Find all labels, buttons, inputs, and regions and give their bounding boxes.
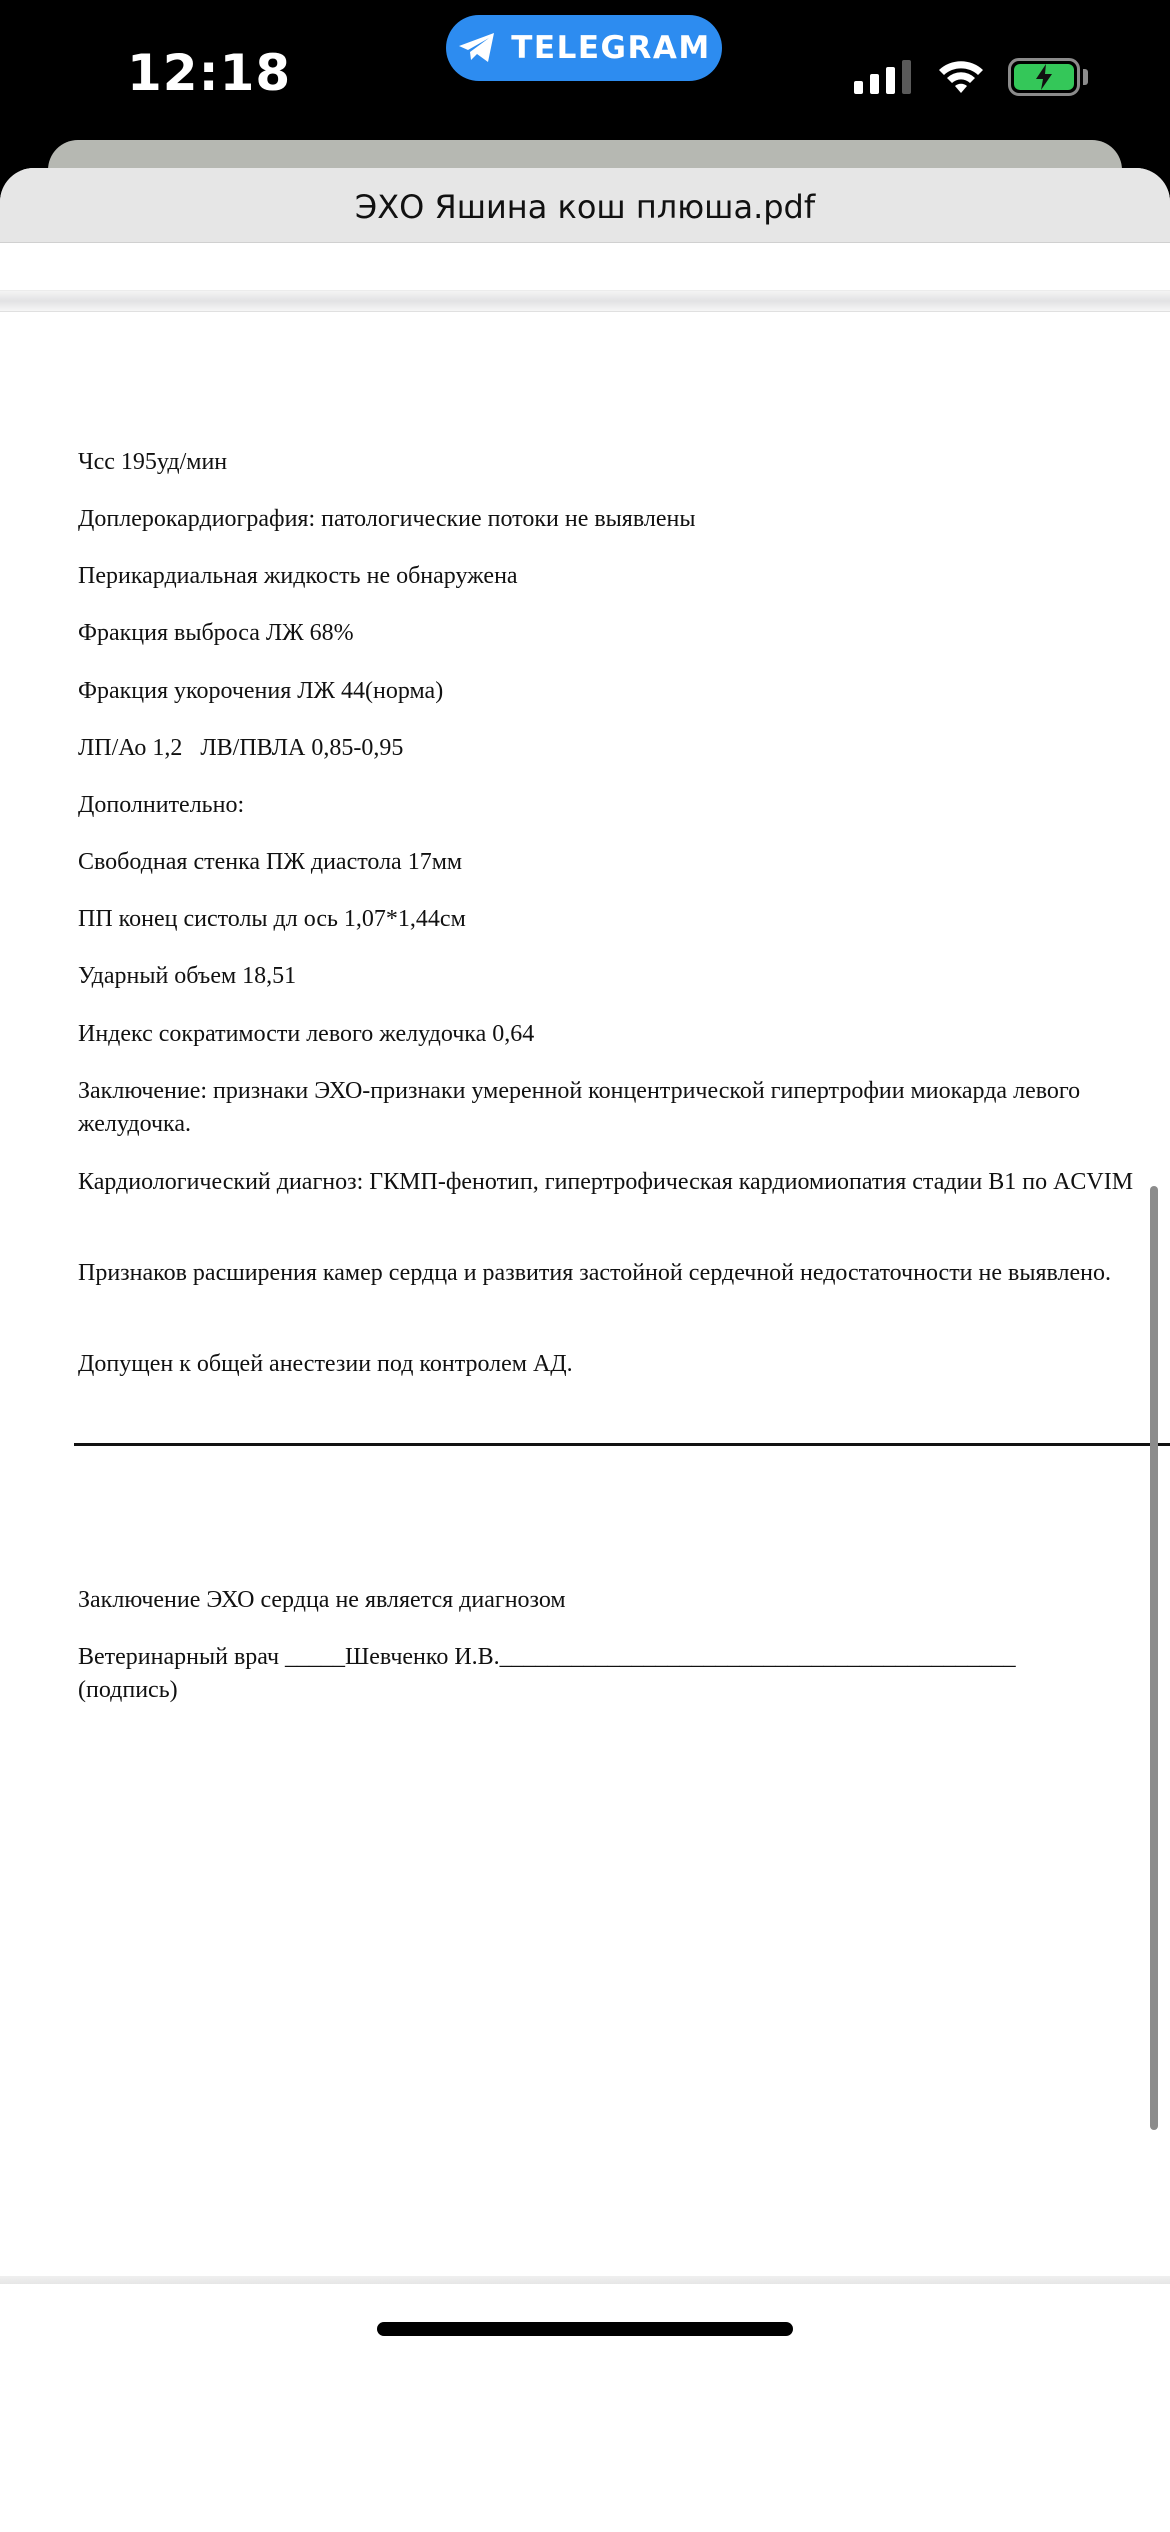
telegram-icon [457,31,497,65]
document-line: ПП конец систолы дл ось 1,07*1,44см [78,906,466,932]
battery-icon [1008,58,1080,96]
document-line: ЛП/Ао 1,2 ЛВ/ПВЛА 0,85-0,95 [78,735,404,761]
viewer-header [0,168,1170,243]
scrollbar[interactable] [1150,1186,1158,2130]
status-bar [0,0,1170,140]
charging-bolt-icon [1035,64,1053,90]
document-line: Перикардиальная жидкость не обнаружена [78,563,518,589]
document-line: Допущен к общей анестезии под контролем АД. [78,1351,573,1377]
document-title: ЭХО Яшина кош плюша.pdf [354,188,816,226]
return-to-app-pill[interactable] [446,15,722,81]
horizontal-rule [74,1443,1170,1446]
battery-cap [1083,69,1088,85]
pdf-viewer-sheet[interactable] [0,168,1170,2532]
document-line: Доплерокардиография: патологические потоки не выявлены [78,506,696,532]
document-line: Дополнительно: [78,792,245,818]
disclaimer-line: Заключение ЭХО сердца не является диагнозом [78,1587,566,1613]
status-time: 12:18 [127,44,292,102]
page-separator-bottom [0,2276,1170,2284]
cellular-signal-icon [854,60,911,94]
wifi-icon [936,56,986,96]
conclusion-line: Заключение: признаки ЭХО-признаки умеренной концентрической гипертрофии миокарда левого желудочка. [78,1078,1087,1137]
page-separator [0,290,1170,312]
home-indicator[interactable] [377,2322,793,2336]
document-line: Признаков расширения камер сердца и развития застойной сердечной недостаточности не выявлено. [78,1260,1112,1286]
signature-line: Ветеринарный врач _____Шевченко И.В.___________________________________________ (подпись) [78,1644,1022,1703]
document-line: Фракция укорочения ЛЖ 44(норма) [78,678,444,704]
diagnosis-line: Кардиологический диагноз: ГКМП-фенотип, гипертрофическая кардиомиопатия стадии В1 по ACVIM [78,1169,1134,1195]
return-to-app-label: TELEGRAM [511,30,711,66]
document-line: Свободная стенка ПЖ диастола 17мм [78,849,463,875]
document-line: Чсс 195уд/мин [78,449,228,475]
document-line: Фракция выброса ЛЖ 68% [78,620,354,646]
document-line: Индекс сократимости левого желудочка 0,64 [78,1021,535,1047]
document-line: Ударный объем 18,51 [78,963,297,989]
